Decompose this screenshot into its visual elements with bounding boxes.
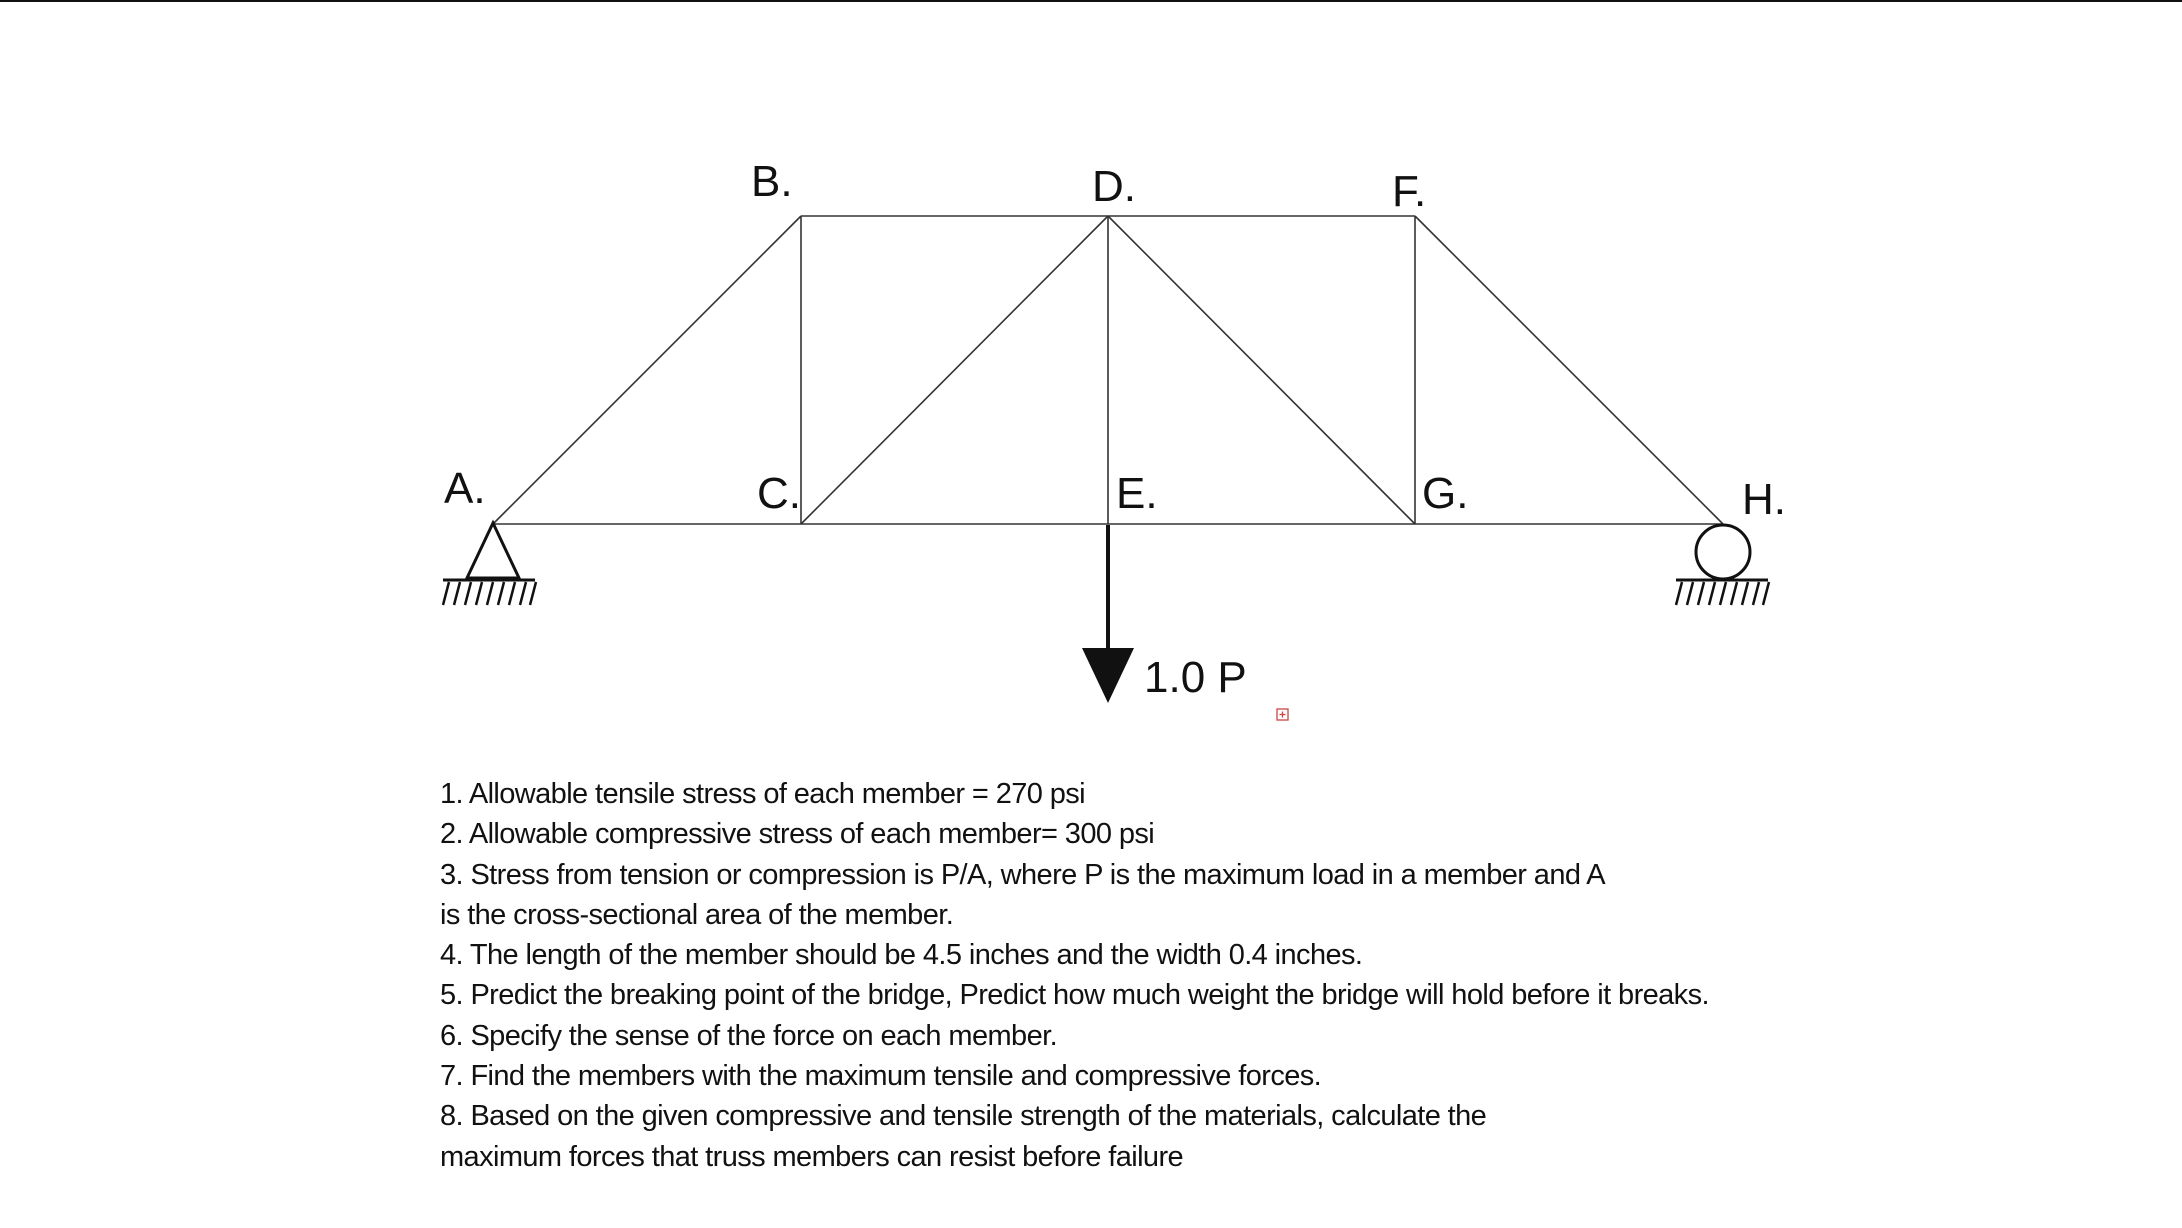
node-label-e: E. [1116, 469, 1158, 518]
note-line: maximum forces that truss members can resist before failure [440, 1140, 1184, 1173]
node-label-a: A. [444, 464, 486, 513]
note-line: 8. Based on the given compressive and tensile strength of the materials, calculate the [440, 1100, 1487, 1133]
member-ab [493, 216, 801, 524]
truss-members [493, 216, 1723, 524]
note-line: 3. Stress from tension or compression is P/A, where P is the maximum load in a member and A [440, 858, 1605, 891]
pin-support-a [443, 523, 536, 605]
note-line: 5. Predict the breaking point of the bridge, Predict how much weight the bridge will hold before it breaks. [440, 979, 1709, 1012]
node-label-d: D. [1092, 162, 1136, 211]
roller-support-h [1676, 525, 1769, 605]
anchor-marker-icon [1277, 709, 1288, 720]
note-line: 4. The length of the member should be 4.5 inches and the width 0.4 inches. [440, 939, 1363, 972]
note-line: 6. Specify the sense of the force on each member. [440, 1019, 1058, 1052]
load-arrow [1082, 525, 1134, 703]
problem-notes [440, 774, 2140, 1177]
note-line: 2. Allowable compressive stress of each member= 300 psi [440, 818, 1155, 851]
node-label-h: H. [1742, 475, 1786, 524]
member-cd [801, 216, 1108, 524]
note-line: is the cross-sectional area of the member. [440, 898, 954, 931]
note-line: 7. Find the members with the maximum tensile and compressive forces. [440, 1060, 1322, 1093]
node-label-f: F. [1392, 167, 1427, 216]
load-label: 1.0 P [1144, 653, 1247, 702]
node-label-c: C. [757, 469, 801, 518]
node-label-g: G. [1422, 469, 1469, 518]
node-label-b: B. [751, 157, 793, 206]
note-line: 1. Allowable tensile stress of each member = 270 psi [440, 778, 1086, 810]
